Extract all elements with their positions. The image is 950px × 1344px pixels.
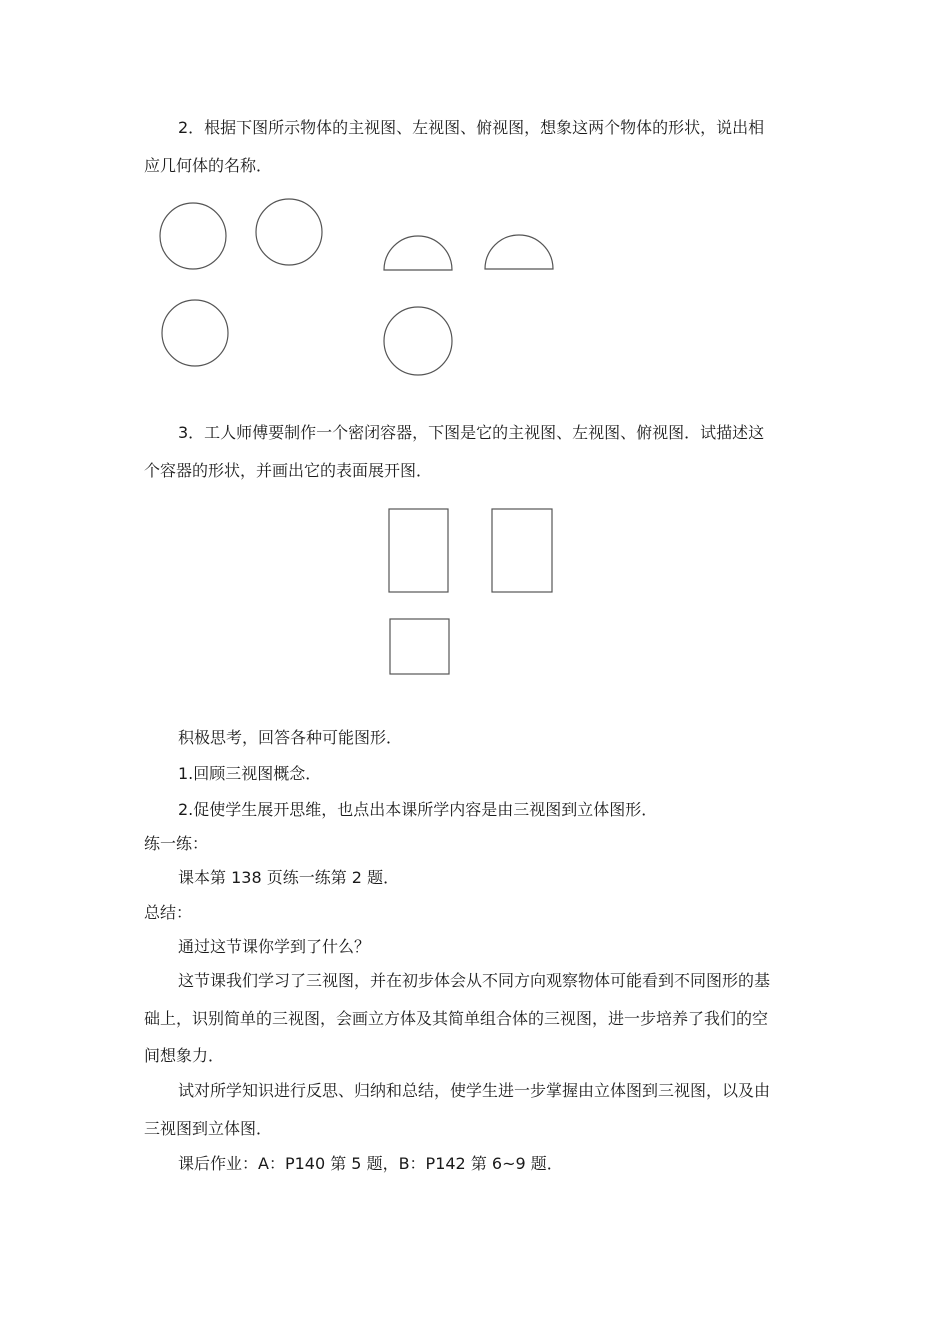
homework: 课后作业：A：P140 第 5 题，B：P142 第 6~9 题． (178, 1154, 563, 1173)
object2-front-view-semicircle (384, 236, 452, 270)
object2-top-view-circle (384, 307, 452, 375)
think-intro: 积极思考，回答各种可能图形． (178, 728, 403, 747)
question-3-line-2: 个容器的形状，并画出它的表面展开图． (144, 461, 433, 480)
think-item-2: 2.促使学生展开思维，也点出本课所学内容是由三视图到立体图形． (178, 800, 658, 819)
summary-heading: 总结： (144, 903, 193, 922)
summary-para2-line1: 试对所学知识进行反思、归纳和总结，使学生进一步掌握由立体图到三视图，以及由 (178, 1081, 771, 1100)
container-top-view-square (390, 619, 449, 674)
object2-left-view-semicircle (485, 235, 553, 269)
summary-question: 通过这节课你学到了什么？ (178, 937, 371, 956)
summary-para1-line3: 间想象力． (144, 1046, 225, 1065)
container-left-view-rect (492, 509, 552, 592)
object1-left-view-circle (256, 199, 322, 265)
summary-para2-line2: 三视图到立体图． (144, 1119, 273, 1138)
container-front-view-rect (389, 509, 448, 592)
question-2-line-1: 2．根据下图所示物体的主视图、左视图、俯视图，想象这两个物体的形状，说出相 (178, 118, 765, 137)
practice-text: 课本第 138 页练一练第 2 题． (178, 868, 400, 887)
question-3-line-1: 3．工人师傅要制作一个密闭容器，下图是它的主视图、左视图、俯视图．试描述这 (178, 423, 765, 442)
summary-para1-line2: 础上，识别简单的三视图，会画立方体及其简单组合体的三视图，进一步培养了我们的空 (144, 1009, 769, 1028)
think-item-1: 1.回顾三视图概念． (178, 764, 322, 783)
practice-heading: 练一练： (144, 834, 209, 853)
object1-top-view-circle (162, 300, 228, 366)
object1-front-view-circle (160, 203, 226, 269)
question-2-line-2: 应几何体的名称． (144, 156, 273, 175)
summary-para1-line1: 这节课我们学习了三视图，并在初步体会从不同方向观察物体可能看到不同图形的基 (178, 971, 771, 990)
